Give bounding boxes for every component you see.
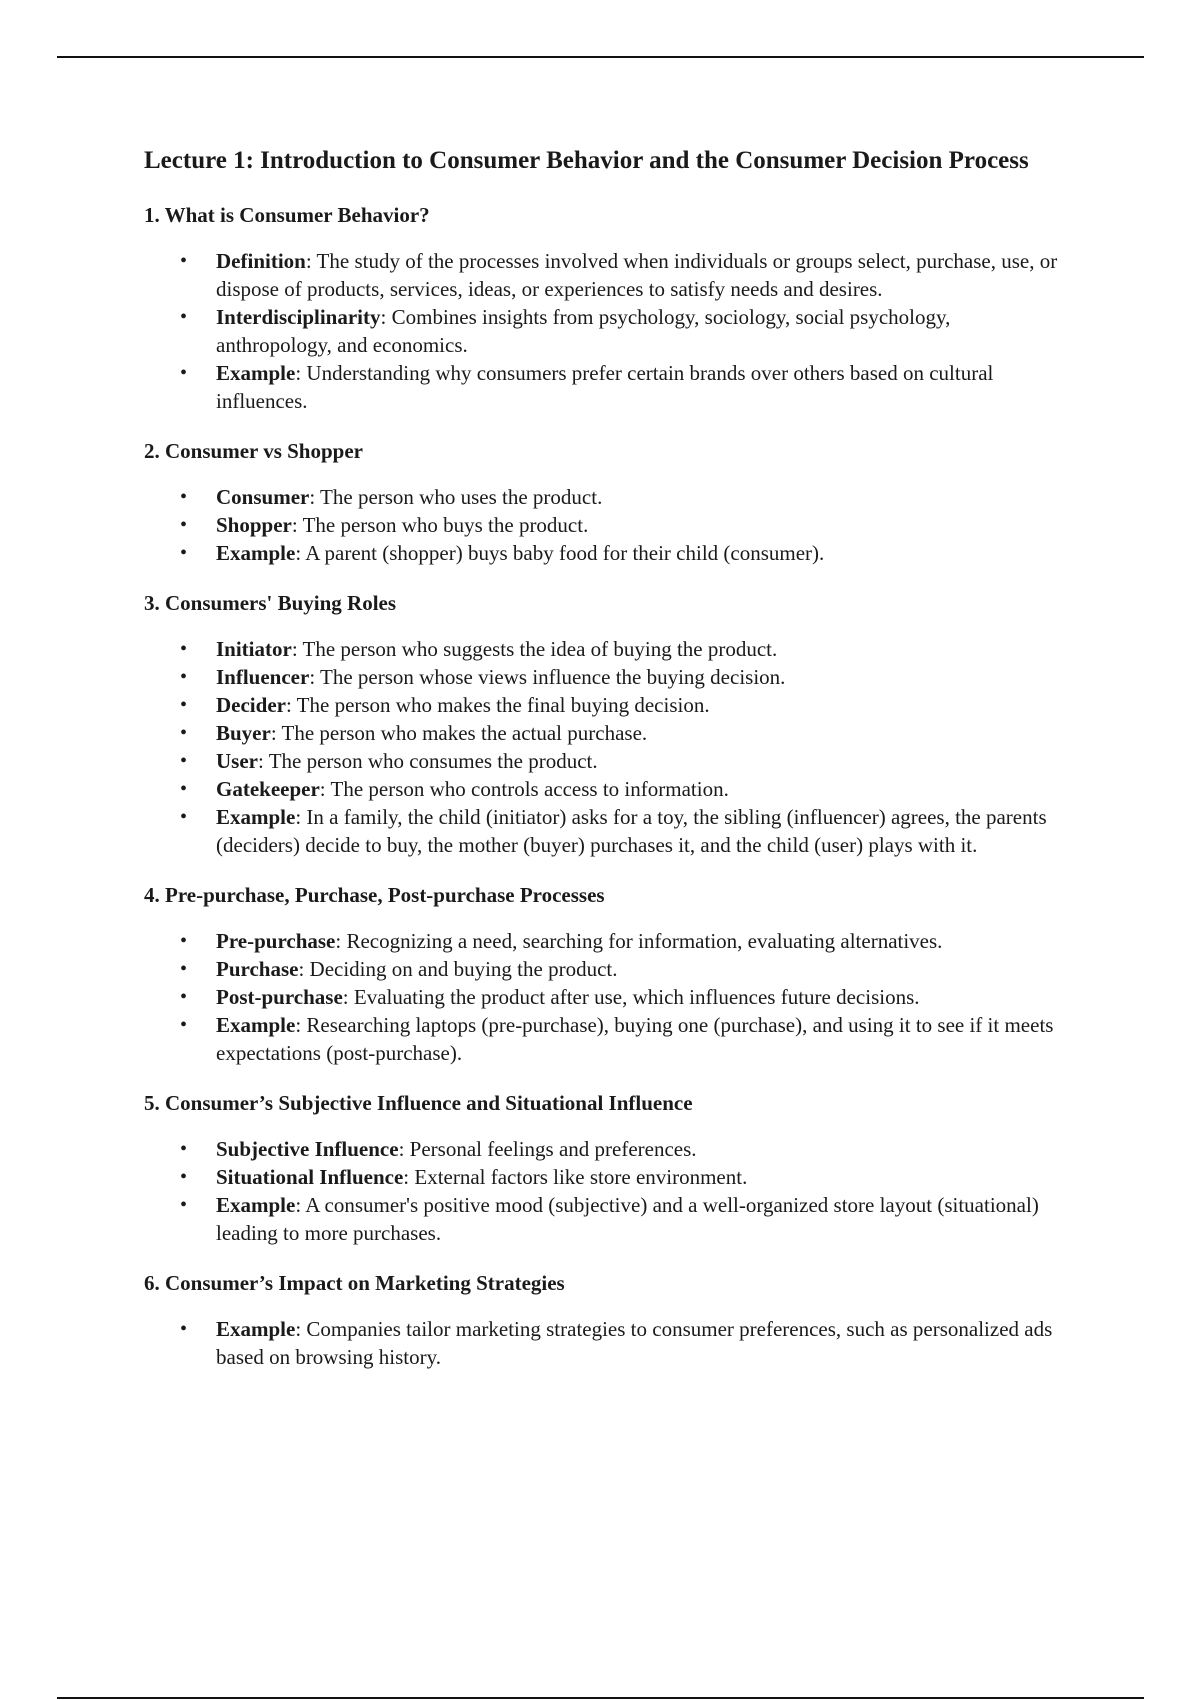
list-item (144, 719, 1064, 747)
item-text: : Deciding on and buying the product. (298, 957, 618, 981)
list-item (144, 303, 1064, 359)
bullet-icon: • (180, 666, 188, 688)
list-item (144, 775, 1064, 803)
section-heading: 5. Consumer’s Subjective Influence and Situational Influence (144, 1091, 693, 1115)
bullet-icon: • (180, 986, 188, 1008)
bullet-icon: • (180, 806, 188, 828)
list-item (144, 927, 1064, 955)
list-item (144, 691, 1064, 719)
bullet-list (144, 483, 1064, 567)
item-term: Pre-purchase (216, 929, 336, 953)
item-term: Example (216, 1317, 296, 1341)
item-term: Shopper (216, 513, 292, 537)
item-text: : The person who uses the product. (309, 485, 603, 509)
bullet-list (144, 1315, 1064, 1371)
list-item (144, 1315, 1064, 1371)
list-item (144, 1163, 1064, 1191)
item-term: Decider (216, 693, 286, 717)
bullet-icon: • (180, 542, 188, 564)
item-text: : Combines insights from psychology, sociology, social psychology, anthropology, and economics. (216, 305, 951, 357)
item-term: Interdisciplinarity (216, 305, 381, 329)
bullet-icon: • (180, 250, 188, 272)
bullet-list (144, 1135, 1064, 1247)
list-item (144, 803, 1064, 859)
item-term: Example (216, 805, 296, 829)
item-text: : A parent (shopper) buys baby food for their child (consumer). (295, 541, 825, 565)
list-item (144, 539, 1064, 567)
list-item (144, 747, 1064, 775)
item-text: : The study of the processes involved when individuals or groups select, purchase, use, or dispose of products, services, ideas, or experiences to satisfy needs and desires. (216, 249, 1058, 301)
item-text: : Understanding why consumers prefer certain brands over others based on cultural influences. (216, 361, 994, 413)
bullet-icon: • (180, 514, 188, 536)
item-text: : The person who suggests the idea of buying the product. (291, 637, 778, 661)
item-text: : The person who makes the actual purchase. (270, 721, 648, 745)
bullet-icon: • (180, 486, 188, 508)
list-item (144, 1191, 1064, 1247)
item-term: Example (216, 1193, 296, 1217)
item-term: Buyer (216, 721, 271, 745)
item-term: User (216, 749, 258, 773)
section-heading: 2. Consumer vs Shopper (144, 439, 363, 463)
bullet-icon: • (180, 722, 188, 744)
item-term: Consumer (216, 485, 310, 509)
item-text: : The person who consumes the product. (257, 749, 598, 773)
bullet-icon: • (180, 1138, 188, 1160)
list-item (144, 483, 1064, 511)
section-heading: 6. Consumer’s Impact on Marketing Strategies (144, 1271, 565, 1295)
list-item (144, 359, 1064, 415)
item-text: : The person who buys the product. (291, 513, 589, 537)
sections-container (144, 201, 1064, 1371)
bullet-list (144, 247, 1064, 415)
item-term: Definition (216, 249, 306, 273)
bullet-icon: • (180, 306, 188, 328)
bullet-icon: • (180, 362, 188, 384)
document-body (144, 144, 1064, 1393)
list-item (144, 983, 1064, 1011)
item-text: : Personal feelings and preferences. (398, 1137, 697, 1161)
bullet-icon: • (180, 930, 188, 952)
item-text: : The person who makes the final buying decision. (285, 693, 710, 717)
section-heading: 4. Pre-purchase, Purchase, Post-purchase Processes (144, 883, 605, 907)
item-term: Situational Influence (216, 1165, 404, 1189)
item-term: Gatekeeper (216, 777, 320, 801)
item-term: Example (216, 361, 296, 385)
list-item (144, 247, 1064, 303)
page-title: Lecture 1: Introduction to Consumer Behavior and the Consumer Decision Process (144, 147, 1029, 174)
bullet-icon: • (180, 1166, 188, 1188)
bullet-icon: • (180, 1194, 188, 1216)
bullet-icon: • (180, 1318, 188, 1340)
item-term: Example (216, 541, 296, 565)
item-term: Purchase (216, 957, 299, 981)
section-heading: 3. Consumers' Buying Roles (144, 591, 397, 615)
top-rule (57, 56, 1144, 58)
item-term: Initiator (216, 637, 292, 661)
item-text: : Researching laptops (pre-purchase), buying one (purchase), and using it to see if it meets expectations (post-purchase). (216, 1013, 1054, 1065)
item-text: : The person whose views influence the buying decision. (309, 665, 786, 689)
item-term: Post-purchase (216, 985, 343, 1009)
item-text: : Companies tailor marketing strategies to consumer preferences, such as personalized ads based on browsing history. (216, 1317, 1053, 1369)
bullet-list (144, 635, 1064, 859)
item-text: : A consumer's positive mood (subjective) and a well-organized store layout (situational) leading to more purchases. (216, 1193, 1039, 1245)
section-heading: 1. What is Consumer Behavior? (144, 203, 430, 227)
item-text: : Evaluating the product after use, which influences future decisions. (342, 985, 920, 1009)
item-text: : The person who controls access to information. (319, 777, 729, 801)
list-item (144, 1135, 1064, 1163)
bullet-list (144, 927, 1064, 1067)
bullet-icon: • (180, 958, 188, 980)
list-item (144, 635, 1064, 663)
bullet-icon: • (180, 778, 188, 800)
bullet-icon: • (180, 694, 188, 716)
item-text: : In a family, the child (initiator) asks for a toy, the sibling (influencer) agrees, the parents (deciders) decide to buy, the mother (buyer) purchases it, and the child (user) plays with it. (216, 805, 1047, 857)
item-term: Influencer (216, 665, 310, 689)
item-text: : External factors like store environment. (403, 1165, 748, 1189)
list-item (144, 1011, 1064, 1067)
item-term: Example (216, 1013, 296, 1037)
list-item (144, 511, 1064, 539)
list-item (144, 955, 1064, 983)
item-text: : Recognizing a need, searching for information, evaluating alternatives. (335, 929, 943, 953)
bullet-icon: • (180, 638, 188, 660)
bullet-icon: • (180, 1014, 188, 1036)
bullet-icon: • (180, 750, 188, 772)
item-term: Subjective Influence (216, 1137, 399, 1161)
list-item (144, 663, 1064, 691)
bottom-rule (57, 1697, 1144, 1699)
